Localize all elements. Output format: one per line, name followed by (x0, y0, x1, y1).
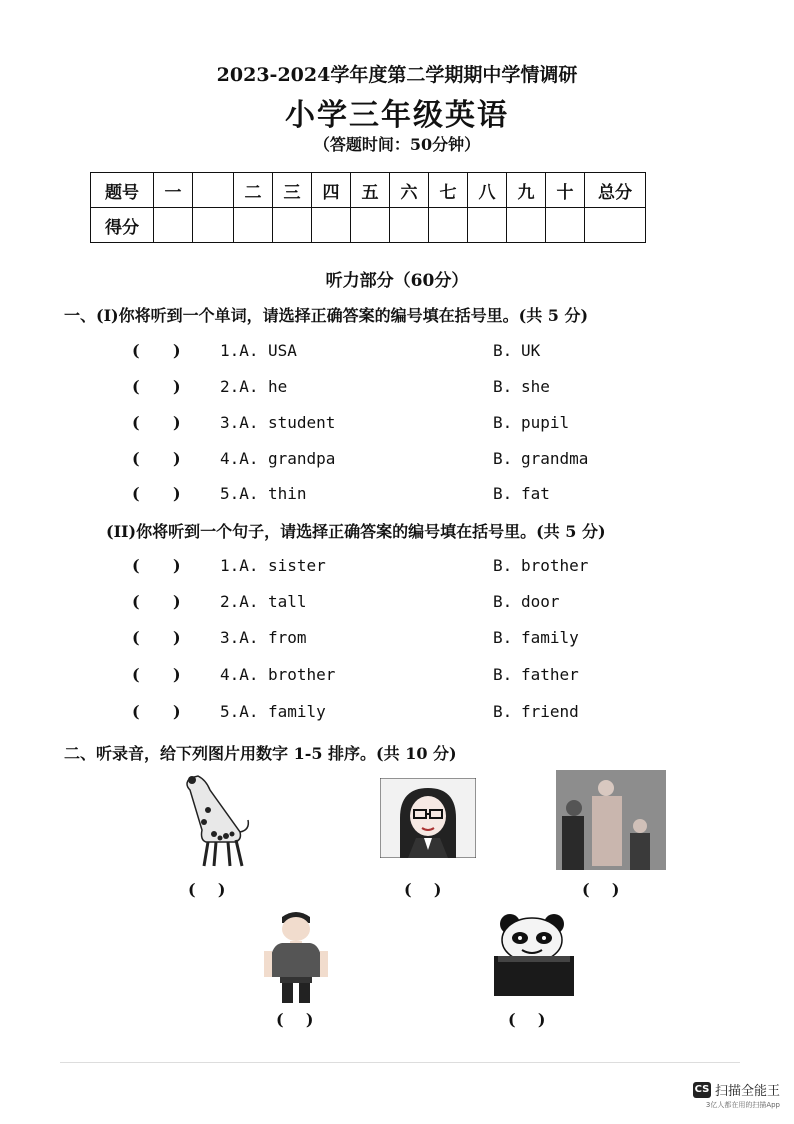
option-a: student (268, 413, 336, 432)
option-a: USA (268, 341, 297, 360)
giraffe-picture (180, 770, 255, 870)
option-b: she (521, 377, 550, 396)
option-b: family (521, 628, 579, 647)
option-b-label: B. (493, 413, 513, 432)
scanner-brand (693, 1080, 780, 1099)
score-input-cell[interactable] (312, 208, 351, 243)
option-b-label: B. (493, 341, 513, 360)
exam-time: （答题时间：50分钟） (313, 135, 481, 154)
score-cell: 八 (468, 173, 507, 208)
exam-title-subject: 小学三年级英语 (285, 98, 509, 133)
item-number: 1.A. (220, 341, 259, 360)
answer-blank[interactable]: ( ) (132, 341, 181, 360)
option-b: pupil (521, 413, 570, 432)
item-number: 1.A. (220, 556, 259, 575)
score-input-cell[interactable] (585, 208, 646, 243)
option-a: he (268, 377, 288, 396)
option-a: from (268, 628, 307, 647)
score-input-cell[interactable] (154, 208, 193, 243)
option-b-label: B. (493, 484, 513, 503)
option-b: brother (521, 556, 589, 575)
score-cell: 六 (390, 173, 429, 208)
option-b-label: B. (493, 377, 513, 396)
score-input-cell[interactable] (546, 208, 585, 243)
part1b-heading: (II)你将听到一个句子，请选择正确答案的编号填在括号里。(共 5 分) (106, 522, 606, 541)
scanner-brand-tagline: 3亿人都在用的扫描App (705, 1101, 780, 1109)
answer-blank[interactable]: ( ) (132, 556, 181, 575)
scanner-brand-name: 扫描全能王 (714, 1084, 780, 1099)
answer-blank[interactable]: ( ) (132, 484, 181, 503)
score-input-cell[interactable] (351, 208, 390, 243)
option-b-label: B. (493, 592, 513, 611)
option-b-label: B. (493, 556, 513, 575)
option-b: fat (521, 484, 550, 503)
score-table (90, 172, 646, 243)
option-b-label: B. (493, 449, 513, 468)
picture-answer-blank[interactable]: ( ) (582, 880, 620, 899)
answer-blank[interactable]: ( ) (132, 413, 181, 432)
answer-blank[interactable]: ( ) (132, 592, 181, 611)
option-a: family (268, 702, 326, 721)
item-number: 3.A. (220, 628, 259, 647)
answer-blank[interactable]: ( ) (132, 377, 181, 396)
fat-man-picture (260, 905, 332, 1005)
answer-blank[interactable]: ( ) (132, 449, 181, 468)
item-number: 5.A. (220, 484, 259, 503)
part2-heading: 二、听录音，给下列图片用数字 1-5 排序。(共 10 分) (64, 744, 457, 763)
score-cell: 五 (351, 173, 390, 208)
score-cell: 总分 (585, 173, 646, 208)
option-b: father (521, 665, 579, 684)
score-input-cell[interactable] (468, 208, 507, 243)
score-input-cell[interactable] (429, 208, 468, 243)
picture-answer-blank[interactable]: ( ) (188, 880, 226, 899)
score-row-label: 得分 (91, 208, 154, 243)
item-number: 3.A. (220, 413, 259, 432)
option-a: thin (268, 484, 307, 503)
score-cell: 二 (234, 173, 273, 208)
section-title: 听力部分（60分） (325, 271, 469, 291)
teacher-picture (380, 778, 476, 858)
answer-blank[interactable]: ( ) (132, 628, 181, 647)
item-number: 2.A. (220, 592, 259, 611)
exam-title-year: 2023-2024学年度第二学期期中学情调研 (216, 64, 578, 86)
score-cell: 四 (312, 173, 351, 208)
camscanner-logo-icon: CS (693, 1082, 711, 1098)
score-cell: 一 (154, 173, 193, 208)
score-cell: 十 (546, 173, 585, 208)
score-input-cell[interactable] (273, 208, 312, 243)
picture-answer-blank[interactable]: ( ) (276, 1010, 314, 1029)
item-number: 4.A. (220, 665, 259, 684)
picture-answer-blank[interactable]: ( ) (508, 1010, 546, 1029)
score-cell: 三 (273, 173, 312, 208)
option-b: grandma (521, 449, 589, 468)
footer-divider (60, 1062, 740, 1063)
option-b-label: B. (493, 665, 513, 684)
option-b: door (521, 592, 560, 611)
part1a-heading: 一、(I)你将听到一个单词，请选择正确答案的编号填在括号里。(共 5 分) (64, 306, 589, 325)
picture-answer-blank[interactable]: ( ) (404, 880, 442, 899)
item-number: 2.A. (220, 377, 259, 396)
panda-picture (488, 910, 578, 1000)
option-b: friend (521, 702, 579, 721)
score-cell: 七 (429, 173, 468, 208)
score-input-cell[interactable] (234, 208, 273, 243)
option-a: brother (268, 665, 336, 684)
score-cell: 九 (507, 173, 546, 208)
score-input-cell[interactable] (507, 208, 546, 243)
option-a: sister (268, 556, 326, 575)
score-cell (193, 173, 234, 208)
item-number: 4.A. (220, 449, 259, 468)
answer-blank[interactable]: ( ) (132, 665, 181, 684)
score-table-header-row (91, 173, 646, 208)
answer-blank[interactable]: ( ) (132, 702, 181, 721)
item-number: 5.A. (220, 702, 259, 721)
score-table-score-row (91, 208, 646, 243)
score-cell: 题号 (91, 173, 154, 208)
score-input-cell[interactable] (390, 208, 429, 243)
option-a: tall (268, 592, 307, 611)
option-b-label: B. (493, 702, 513, 721)
score-input-cell[interactable] (193, 208, 234, 243)
option-a: grandpa (268, 449, 336, 468)
family-picture (556, 770, 666, 870)
option-b-label: B. (493, 628, 513, 647)
option-b: UK (521, 341, 541, 360)
